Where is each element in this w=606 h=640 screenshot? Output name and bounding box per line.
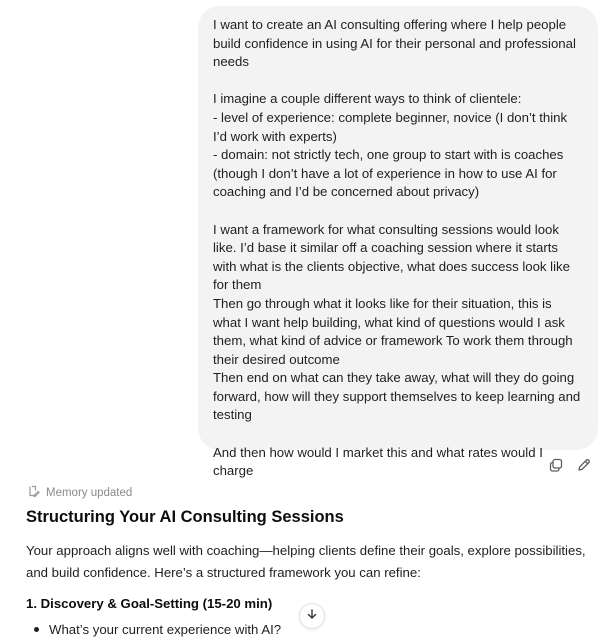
memory-updated-status[interactable] bbox=[28, 485, 132, 500]
assistant-intro-text: Your approach aligns well with coaching—helping clients define their goals, explore possibilities, and build confidence. Here’s a structured framework you can refine: bbox=[26, 543, 586, 580]
scroll-to-bottom-button[interactable] bbox=[299, 603, 325, 629]
user-message-paragraph: And then how would I market this and what rates would I charge bbox=[213, 444, 547, 479]
section-heading: 1. Discovery & Goal-Setting (15-20 min) bbox=[26, 596, 273, 611]
user-message-paragraph: I imagine a couple different ways to think of clientele: - level of experience: complete beginner, novice (I don’t think I’d work with experts) - domain: not strictly tech, one group to start with is coaches (though I don’t have a lot of experience in how to use AI for coaching and I’d be concerned about privacy) bbox=[213, 91, 568, 200]
list-item bbox=[34, 622, 281, 637]
memory-icon bbox=[28, 485, 40, 500]
assistant-response-title: Structuring Your AI Consulting Sessions bbox=[26, 508, 344, 526]
pencil-icon[interactable] bbox=[576, 457, 592, 473]
copy-icon[interactable] bbox=[548, 457, 564, 473]
arrow-down-icon bbox=[306, 607, 318, 625]
user-message-bubble bbox=[198, 6, 598, 479]
user-message-paragraph: I want to create an AI consulting offering where I help people build confidence in using AI for their personal and professional needs bbox=[213, 17, 580, 70]
bullet-dot bbox=[34, 627, 39, 632]
user-message-paragraph: I want a framework for what consulting sessions would look like. I’d base it similar off a coaching session where it starts with what is the clients objective, what does success look like for them Then go through what it looks like for their situation, this is what I want help building, what kind of questions would I ask them, what kind of advice or framework To work them through their desired outcome Then end on what can they take away, what will they do going forward, how will they support themselves to keep learning and testing bbox=[213, 221, 581, 423]
message-actions bbox=[548, 457, 592, 473]
list-item-text: What’s your current experience with AI? bbox=[49, 622, 282, 637]
memory-updated-label: Memory updated bbox=[46, 486, 133, 499]
